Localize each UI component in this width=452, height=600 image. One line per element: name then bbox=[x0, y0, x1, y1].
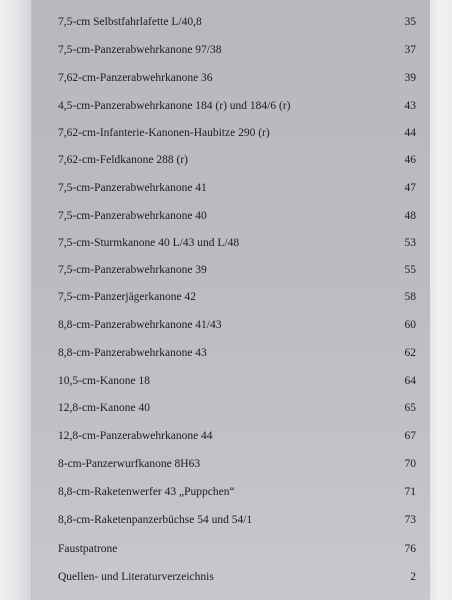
toc-entry bbox=[58, 426, 416, 446]
toc-entry bbox=[58, 482, 416, 502]
toc-entry bbox=[58, 233, 416, 253]
toc-entry-page: 65 bbox=[404, 402, 416, 414]
toc-entry-title: 7,5-cm-Panzerjägerkanone 42 bbox=[58, 291, 196, 303]
page-edge bbox=[430, 0, 452, 600]
toc-entry-title: 7,5-cm-Panzerabwehrkanone 41 bbox=[58, 182, 207, 194]
toc-entry bbox=[58, 40, 416, 60]
toc-entry-page: 64 bbox=[404, 375, 416, 387]
toc-entry bbox=[58, 68, 416, 88]
toc-entry-title: 7,62-cm-Panzerabwehrkanone 36 bbox=[58, 72, 213, 84]
toc-entry bbox=[58, 206, 416, 226]
toc-entry-title: 8,8-cm-Panzerabwehrkanone 41/43 bbox=[58, 319, 222, 331]
toc-entry-title: 8,8-cm-Raketenwerfer 43 „Puppchen“ bbox=[58, 486, 235, 498]
toc-entry-page: 39 bbox=[404, 72, 416, 84]
toc-entry-title: 8-cm-Panzerwurfkanone 8H63 bbox=[58, 458, 201, 470]
toc-entry-title: 12,8-cm-Kanone 40 bbox=[58, 402, 150, 414]
toc-entry-page: 37 bbox=[404, 44, 416, 56]
toc-entry bbox=[58, 567, 416, 587]
page-gutter bbox=[0, 0, 31, 600]
toc-entry-page: 70 bbox=[404, 458, 416, 470]
toc-entry-page: 76 bbox=[404, 543, 416, 555]
toc-entry-page: 48 bbox=[404, 210, 416, 222]
toc-entry-title: 7,5-cm-Panzerabwehrkanone 39 bbox=[58, 264, 207, 276]
toc-entry-page: 47 bbox=[404, 182, 416, 194]
toc-entry-title: 7,5-cm-Panzerabwehrkanone 40 bbox=[58, 210, 207, 222]
toc-entry-page: 43 bbox=[404, 100, 416, 112]
toc-entry bbox=[58, 510, 416, 530]
toc-entry bbox=[58, 539, 416, 559]
toc-entry-title: 10,5-cm-Kanone 18 bbox=[58, 375, 150, 387]
toc-entry-title: 7,62-cm-Feldkanone 288 (r) bbox=[58, 154, 188, 166]
toc-entry-title: Faustpatrone bbox=[58, 543, 118, 555]
toc-entry-page: 58 bbox=[404, 291, 416, 303]
toc-entry-title: 7,5-cm Selbstfahrlafette L/40,8 bbox=[58, 16, 202, 28]
toc-entry bbox=[58, 343, 416, 363]
toc-entry-title: 8,8-cm-Panzerabwehrkanone 43 bbox=[58, 347, 207, 359]
toc-entry-page: 53 bbox=[404, 237, 416, 249]
toc-entry-title: 4,5-cm-Panzerabwehrkanone 184 (r) und 184/6 (r) bbox=[58, 100, 291, 112]
toc-entry-title: 12,8-cm-Panzerabwehrkanone 44 bbox=[58, 430, 213, 442]
toc-entry-page: 67 bbox=[404, 430, 416, 442]
toc-entry-page: 60 bbox=[404, 319, 416, 331]
toc-entry bbox=[58, 454, 416, 474]
toc-entry bbox=[58, 12, 416, 32]
toc-entry bbox=[58, 178, 416, 198]
toc-entry bbox=[58, 260, 416, 280]
toc-entry bbox=[58, 371, 416, 391]
toc-entry-title: 7,5-cm-Panzerabwehrkanone 97/38 bbox=[58, 44, 222, 56]
toc-entry bbox=[58, 150, 416, 170]
toc-entry-page: 71 bbox=[404, 486, 416, 498]
toc-entry bbox=[58, 315, 416, 335]
toc-entry-page: 44 bbox=[404, 127, 416, 139]
toc-entry-title: 7,62-cm-Infanterie-Kanonen-Haubitze 290 (r) bbox=[58, 127, 270, 139]
toc-entry bbox=[58, 123, 416, 143]
toc-entry-page: 55 bbox=[404, 264, 416, 276]
toc-entry bbox=[58, 398, 416, 418]
toc-entry bbox=[58, 287, 416, 307]
toc-entry-page: 2 bbox=[410, 571, 416, 583]
toc-entry-title: Quellen- und Literaturverzeichnis bbox=[58, 571, 214, 583]
toc-entry-title: 8,8-cm-Raketenpanzerbüchse 54 und 54/1 bbox=[58, 514, 253, 526]
toc-entry-page: 46 bbox=[404, 154, 416, 166]
toc-entry-page: 35 bbox=[404, 16, 416, 28]
toc-entry-page: 62 bbox=[404, 347, 416, 359]
toc-entry-title: 7,5-cm-Sturmkanone 40 L/43 und L/48 bbox=[58, 237, 240, 249]
toc-entry bbox=[58, 96, 416, 116]
toc-entry-page: 73 bbox=[404, 514, 416, 526]
